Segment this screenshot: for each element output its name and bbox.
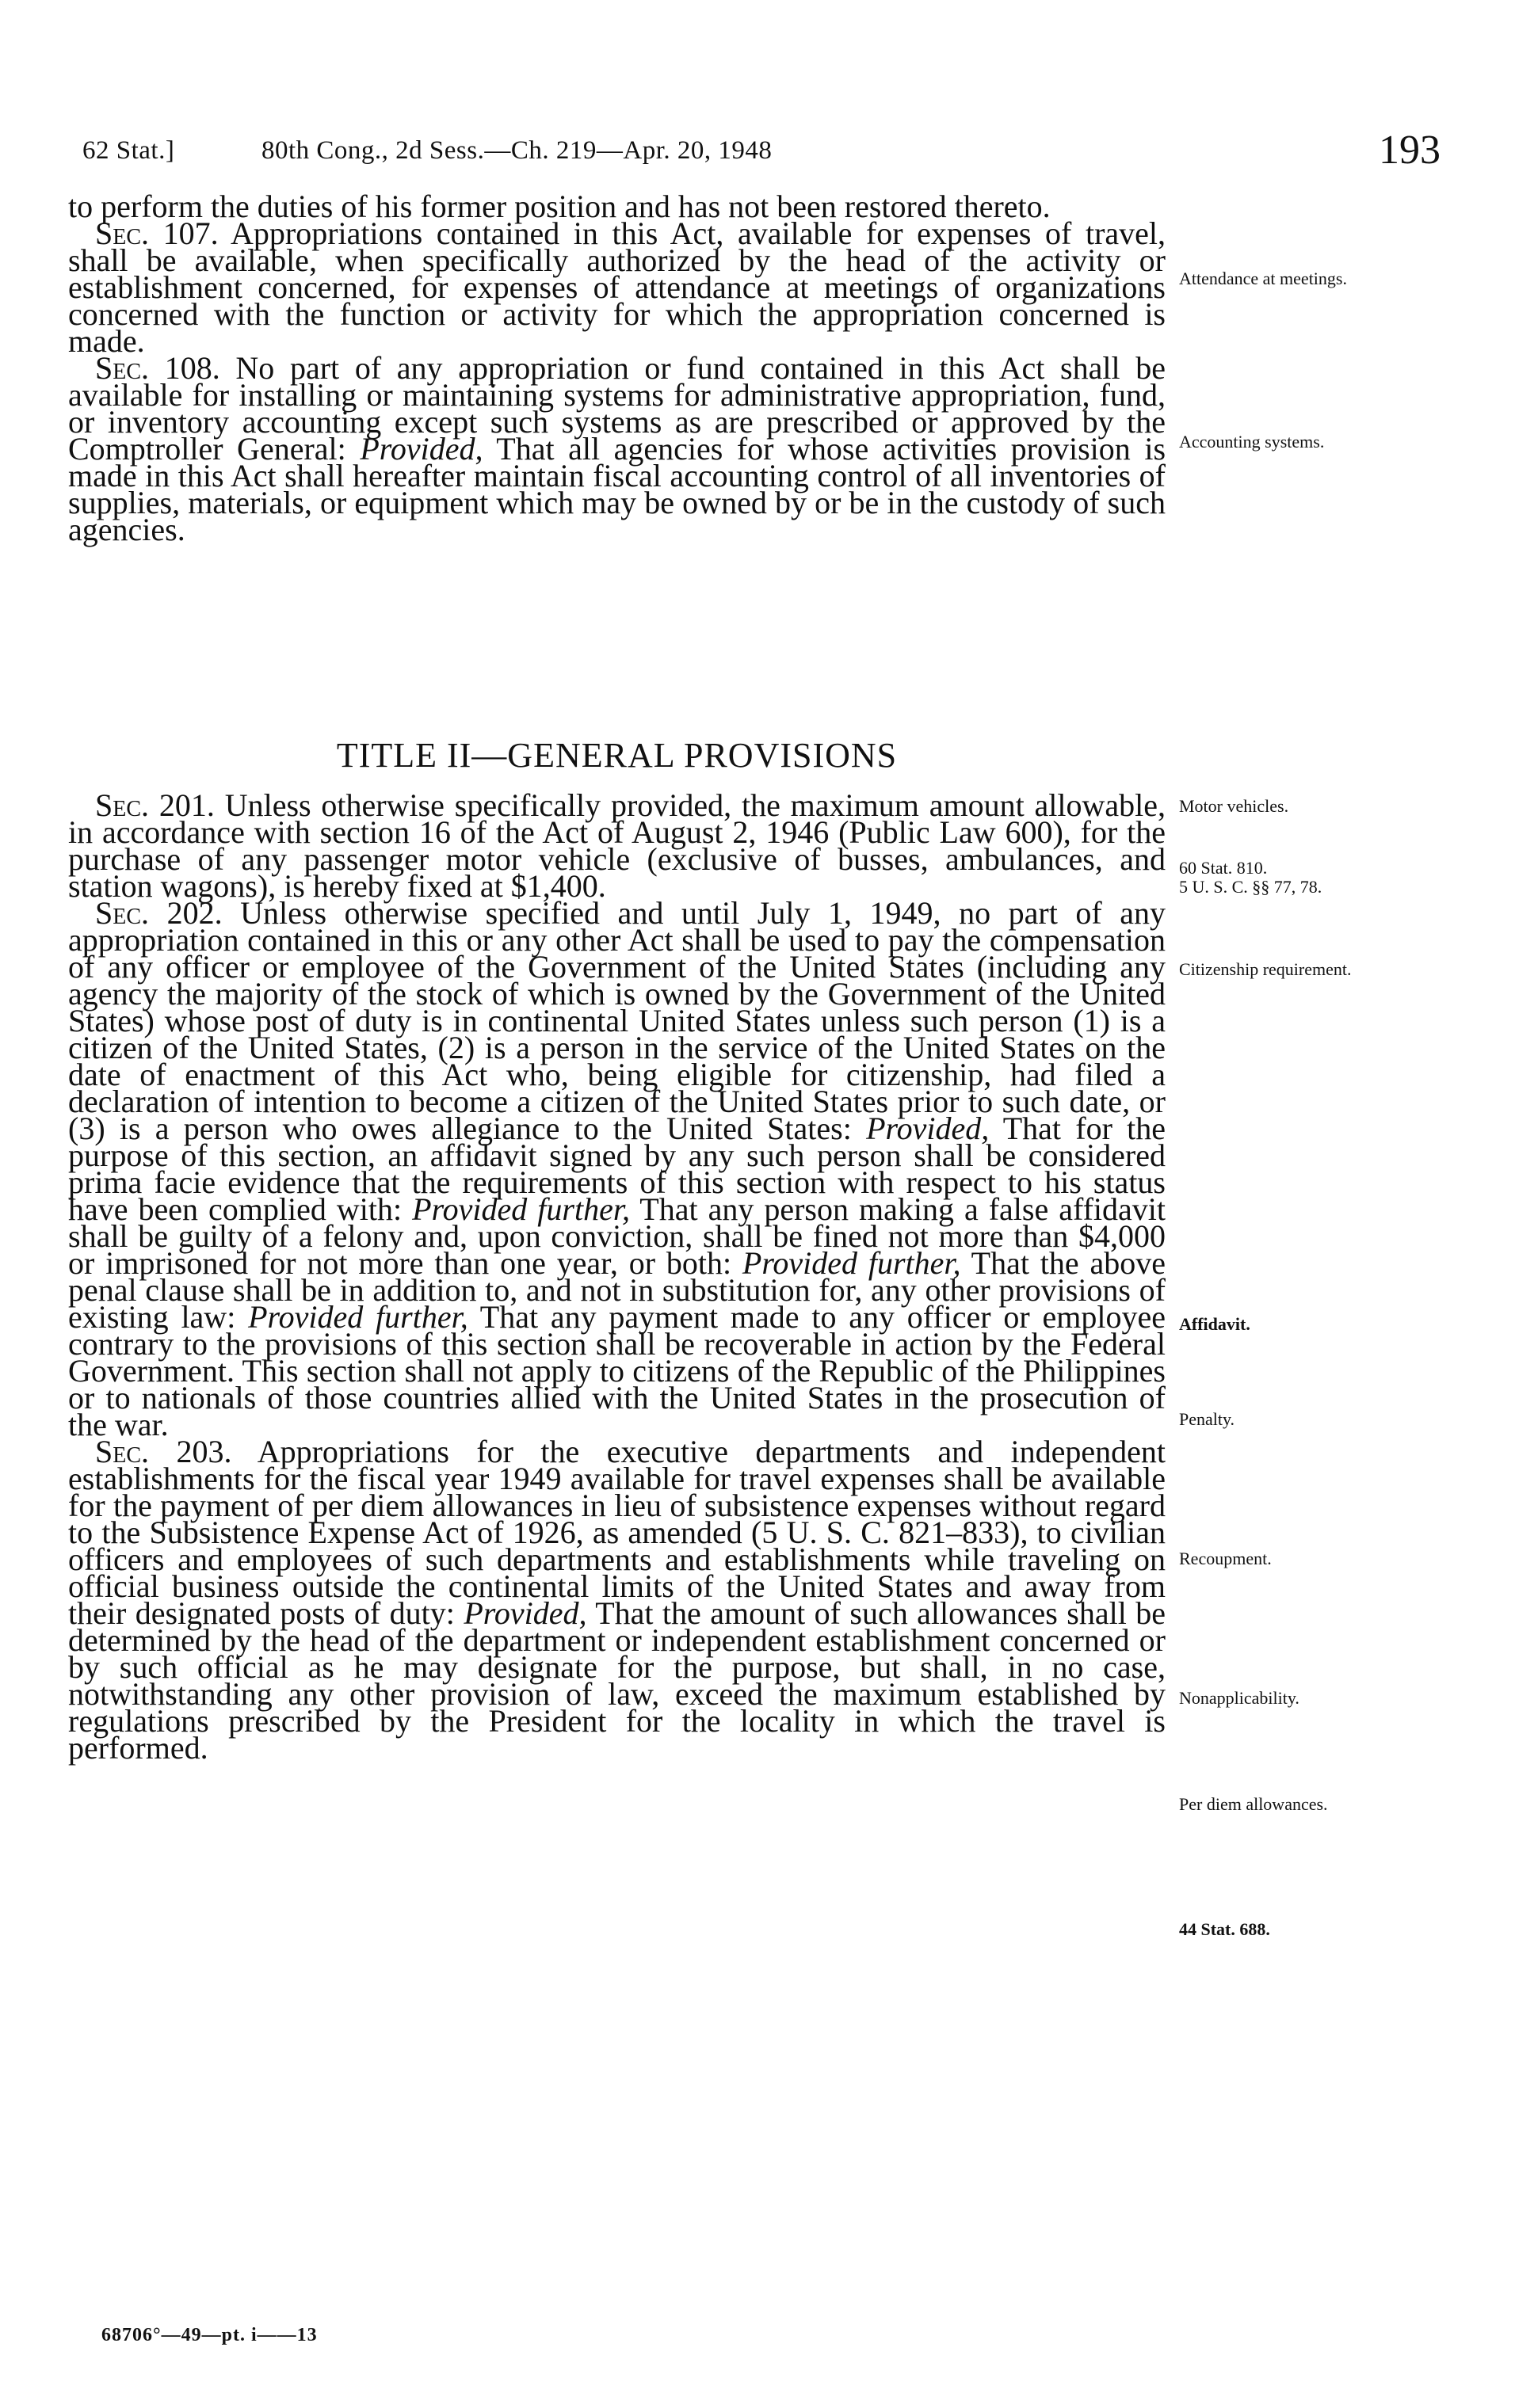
- margin-note-stat-ref-60: 60 Stat. 810.: [1179, 858, 1268, 878]
- section-202-text-e: That any payment made to any officer or employee contrary to the provisions of this section shall be recoverable in action by the Federal Government. This section shall not apply to citizens of the Republic of the Philippines or to nationals of those countries allied with the United States in the prosecution of the war.: [68, 1299, 1166, 1442]
- margin-note-motor-vehicles: Motor vehicles.: [1179, 796, 1289, 816]
- section-202-provided-3: Provided further,: [742, 1245, 961, 1281]
- section-203: [68, 1434, 1166, 1766]
- section-202-text-b: That for the purpose of this section, an affidavit signed by any such person shall be considered prima facie evidence that the requirements of this section with respect to his status have been complied with:: [68, 1111, 1166, 1227]
- section-108-text-b: That all agencies for whose activities provision is made in this Act shall hereafter maintain fiscal accounting control of all inventories of supplies, materials, or equipment which may be owned by or be in the custody of such agencies.: [68, 431, 1166, 547]
- margin-note-accounting: Accounting systems.: [1179, 432, 1325, 452]
- margin-note-usc-ref: 5 U. S. C. §§ 77, 78.: [1179, 877, 1322, 897]
- margin-note-affidavit: Affidavit.: [1179, 1314, 1250, 1334]
- section-108-provided: Provided,: [360, 431, 483, 467]
- section-202-text-d: That the above penal clause shall be in addition to, and not in substitution for, any other provisions of existing law:: [68, 1245, 1166, 1335]
- page-number: 193: [1379, 128, 1441, 173]
- section-202-text-a: Unless otherwise specified and until July 1, 1949, no part of any appropriation contained in this or any other Act shall be used to pay the compensation of any officer or employee of the Government of the United States (including any agency the majority of the stock of which is owned by the Government of the United States) whose post of duty is in continental United States unless such person (1) is a citizen of the United States, (2) is a person in the service of the United States on the date of enactment of this Act who, being eligible for citizenship, had filed a declaration of intention to become a citizen of the United States prior to such date, or (3) is a person who owes allegiance to the United States:: [68, 895, 1166, 1146]
- section-202-label: Sec. 202.: [95, 895, 223, 931]
- section-108-text-a: No part of any appropriation or fund contained in this Act shall be available for installing or maintaining systems for administrative appropriation, fund, or inventory accounting except such systems as are prescribed or approved by the Comptroller General:: [68, 350, 1166, 467]
- margin-note-stat-ref-44: 44 Stat. 688.: [1179, 1919, 1270, 1939]
- section-108: [68, 350, 1166, 547]
- header-volume: 62 Stat.]: [82, 136, 175, 165]
- section-203-label: Sec. 203.: [95, 1434, 232, 1469]
- section-201-label: Sec. 201.: [95, 787, 215, 823]
- section-107-label: Sec. 107.: [95, 215, 219, 251]
- margin-note-recoupment: Recoupment.: [1179, 1549, 1272, 1568]
- section-203-text-b: That the amount of such allowances shall be determined by the head of the department or independent establishment concerned or by such official as he may designate for the purpose, but shall, in no case, notwithstanding any other provision of law, exceed the maximum established by regulations prescribed by the President for the locality in which the travel is performed.: [68, 1595, 1166, 1766]
- section-108-label: Sec. 108.: [95, 350, 220, 386]
- carryover-paragraph: to perform the duties of his former position and has not been restored thereto.: [68, 189, 1051, 224]
- section-202-provided-1: Provided,: [866, 1111, 990, 1146]
- body-block-2: [68, 787, 1166, 1766]
- section-202: [68, 895, 1166, 1442]
- section-201: [68, 787, 1166, 904]
- section-202-provided-4: Provided further,: [248, 1299, 468, 1335]
- margin-note-citizenship: Citizenship requirement.: [1179, 959, 1352, 979]
- margin-note-penalty: Penalty.: [1179, 1409, 1235, 1429]
- section-107-text: Appropriations contained in this Act, available for expenses of travel, shall be available, when specifically authorized by the head of the activity or establishment concerned, for expenses of attendance at meetings of organizations concerned with the function or activity for which the appropriation concerned is made.: [68, 215, 1166, 359]
- header-session: 80th Cong., 2d Sess.—Ch. 219—Apr. 20, 1948: [261, 136, 773, 165]
- section-107: [68, 215, 1166, 359]
- section-202-provided-2: Provided further,: [412, 1191, 630, 1227]
- body-block-1: [68, 189, 1166, 547]
- section-203-provided: Provided,: [464, 1595, 587, 1631]
- margin-note-per-diem: Per diem allowances.: [1179, 1794, 1328, 1814]
- margin-note-attendance: Attendance at meetings.: [1179, 269, 1347, 288]
- section-203-text-a: Appropriations for the executive departments and independent establishments for the fiscal year 1949 available for travel expenses shall be available for the payment of per diem allowances in lieu of subsistence expenses without regard to the Subsistence Expense Act of 1926, as amended (5 U. S. C. 821–833), to civilian officers and employees of such departments and establishments while traveling on official business outside the continental limits of the United States and away from their designated posts of duty:: [68, 1434, 1166, 1631]
- section-201-text: Unless otherwise specifically provided, the maximum amount allowable, in accordance with section 16 of the Act of August 2, 1946 (Public Law 600), for the purchase of any passenger motor vehicle (exclusive of busses, ambulances, and station wagons), is hereby fixed at $1,400.: [68, 787, 1166, 904]
- title-ii-heading: TITLE II—GENERAL PROVISIONS: [336, 736, 898, 775]
- section-202-text-c: That any person making a false affidavit shall be guilty of a felony and, upon conviction, shall be fined not more than $4,000 or imprisoned for not more than one year, or both:: [68, 1191, 1166, 1281]
- printing-code: 68706°—49—pt. i——13: [101, 2325, 318, 2345]
- margin-note-nonapplicability: Nonapplicability.: [1179, 1688, 1299, 1708]
- running-header: [0, 120, 1515, 176]
